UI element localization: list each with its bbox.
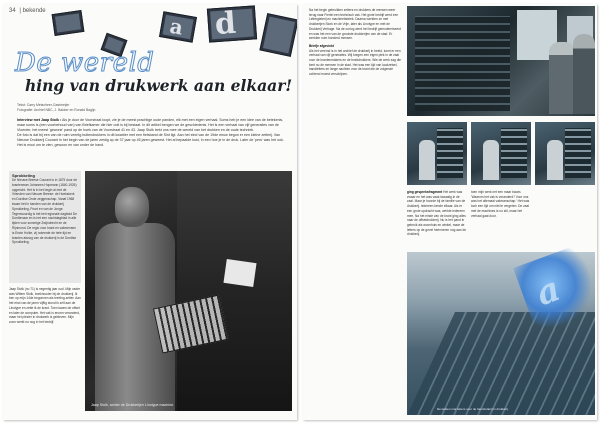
- small-photo-3: [535, 122, 595, 185]
- blue-letter-graphic: a: [513, 244, 597, 334]
- machine-shape: [177, 171, 292, 411]
- col1-text-2: Als het vreemd is in het archief de drukkerij in beeld, komt er een verhaal van vijf generaties. Wij kregen een eigen plek in de zaal voor de krantenmakers en de boekdrukkers. Wie de werk zag die kent nu de mensen in de stad. Het was een tijd van loodzetsel, handletters en lange nachten voor de krant die de volgende ochtend moest verschijnen.: [309, 48, 401, 77]
- type-block-image: a: [159, 11, 197, 43]
- right-column-1: [309, 8, 403, 77]
- bottom-photo-caption: De kasten met letters voor de handzetterij in drukkerij.: [437, 407, 509, 411]
- page-number: 34 | bekende: [9, 8, 46, 14]
- article-title: hing van drukwerk aan elkaar!: [25, 76, 293, 95]
- page-number-value: 34: [9, 8, 16, 14]
- credit-text: Tekst: Carry Metscheer-Gastmeijer: [17, 103, 70, 107]
- sidebar-box: [9, 171, 81, 283]
- type-case-shelf-shape: [407, 312, 595, 415]
- intro-text-2: De foto is dat bij een van de ruim veertig buitendrukkers in dit kwartier met een fietsband de Sint ligt. Aan het eind van de 19de eeuw begon er een kleine zetterij. Van Nieuwe Drukkerij Courant in het begin van de jaren zestig op de 37 jaar op 45 jaren geweest. Het al bepaalde kost, in een hoe je in de druk. Later de 'pers' was het ook. Het is mooi om te zien, gewoon en van onder de hand.: [17, 133, 284, 148]
- sidebar-title: Sprokkeling: [12, 173, 35, 178]
- press-hall-photo: [407, 6, 595, 116]
- right-column-3: [471, 190, 531, 218]
- paper-shape: [223, 259, 256, 287]
- intro-paragraph: [17, 118, 289, 149]
- intro-text: • Als je door de Voorstraat loopt, zie je de meest prachtige oude panden, elk met een eigen verhaal. Soms heb je een idee van de betekenis, maar soms is (een voorbehoud van) van Briefkamer die hier ooit is bij bestaat. In dit artikel bengen we de geschiedenis. Het is een verhaal van vijf generaties van de Vloerder, het meest 'gewone' pand op de hoek van de Voorstraat 41 en 43. Jaap Stolk trekt ons mee de wereld van het drukken en de oude techniek.: [17, 118, 284, 133]
- col2-text: Het werk was zwaar en het was vaak lawaaiig in de zaal. Maar je hoorde bij de familie van de drukkerij. Iedereen kende elkaar. Als er een grote opdracht was, werkte iedereen mee. Na het einde van de krant ging alles naar de offsetdrukkerij. Nu is het pand in gebruik als woonhuis en winkel, maar de letters op de gevel herinneren nog aan de drukkerij.: [407, 190, 467, 237]
- linotype-photo: [85, 171, 292, 411]
- right-page: [303, 4, 597, 420]
- left-column-text: Jaap Stolk (nu 71) is negentig jaar oud. Mijn vader was Willem Stolk, boekhouder bij de drukkerij. Ik ben op mijn 14de begonnen als leerling-zetter. Aan het eind van de jaren vijftig stond ik zelf aan de Linotype en zette ik de krant. Toen kwam de offset en later de computer. Het vak is enorm veranderd, maar het plezier in drukwerk is gebleven. Mijn zoon werkt nu nog in het bedrijf.: [9, 287, 81, 324]
- press-machine-shape: [415, 16, 510, 111]
- man-head-shape: [115, 187, 149, 227]
- section-label: bekende: [22, 8, 46, 14]
- left-page: [3, 4, 297, 420]
- worker-shape: [549, 42, 575, 114]
- article-title-outline: De wereld: [15, 48, 155, 78]
- small-photo-1: [407, 122, 467, 185]
- worker-shape: [573, 34, 595, 114]
- col1-heading: Briefje afgevinkt: [309, 43, 334, 48]
- right-column-2: [407, 190, 467, 237]
- photo-caption: Jaap Stolk, achter de Drukkerijen Linotype machine.: [91, 403, 175, 407]
- type-block-image: [259, 13, 297, 57]
- col1-text: Na het begin gebruikten zetters en drukkers de mensen weer terug naar Fiertel een technisch vak. Het grote bedrijf werd een Lettergieterij en machinefabriek. Daarna werkten ze met drukkerijen Stork en de Vrije, later als Linotype en met de Drukkerij Verhage. Na de oorlog werd het bedrijf gemoderniseerd en was het een van de grootste drukkerijen van de stad. Er werkten ruim honderd mensen.: [309, 8, 401, 41]
- intro-heading: Interview met Jaap Stolk: [17, 118, 59, 122]
- type-block-image: d: [207, 5, 257, 42]
- small-photo-2: [471, 122, 531, 185]
- type-block-image: [52, 10, 85, 36]
- col2-heading: ging gespreksfragment: [407, 190, 443, 194]
- credit-photo: Fotografie: Archief NBC, J. Bakker en Ronald Bagijn: [17, 108, 96, 112]
- sidebar-text: De Nieuwe Breese Courant is in 1875 door de krantenman Johannes Hopmann (1840-1926) opgericht. Het is in het begin al met de Vrienden van Nieuwe Breese: de Hoekskerk en Dordtse Grote zeggenschap. Vanaf 1968 kwam het in handen van de drukkerij Sprokkeling, Poort en van de Jonge. Tegenwoordig is het het regionale dagblad De Dordtenaar en is het een nachtdagblad in alle tijden voor sommige Zwijndrecht en de Rijnmond. De regio voor krant en vakmensen is Erwin Holke, zij noteerde de hele tijd en kranten alsnog van de drukkerij in de Dordtse Sprokkeling.: [12, 178, 78, 245]
- col3-text: toen mijn werk net een maar kwam. 'Waarom het vak is veranderd? Voor ons was het allemaal vakmanschap.' Het was toch een tijd om niet te vergeten. De zaal met de machines is nu stil, maar het verhaal gaat door.: [471, 190, 530, 218]
